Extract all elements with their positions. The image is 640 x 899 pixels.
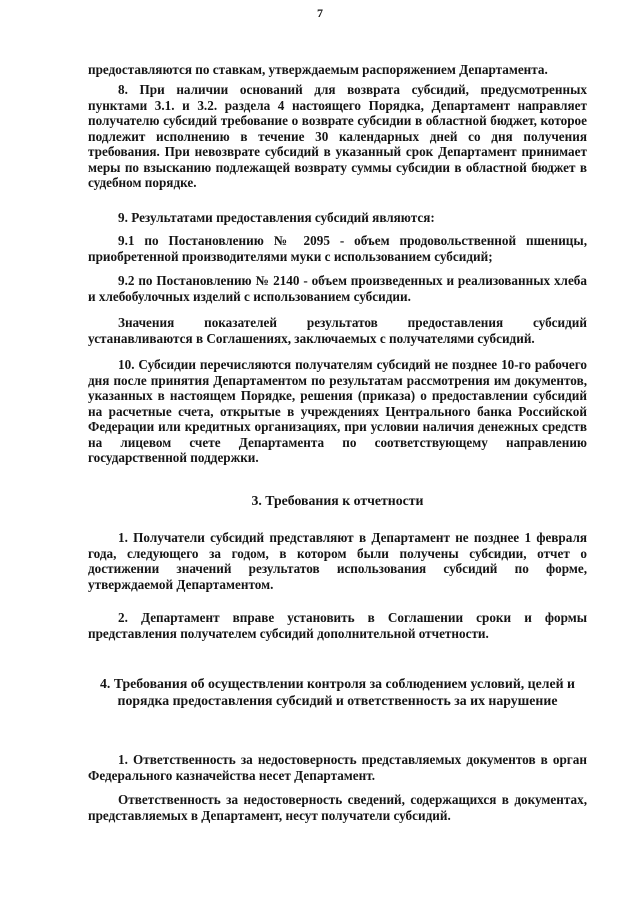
paragraph-7-continuation: предоставляются по ставкам, утверждаемым распоряжением Департамента. (88, 62, 548, 77)
section-3-item-1: 1. Получатели субсидий представляют в Департамент не позднее 1 февраля года, следующего за годом, в котором были получены субсидии, отчет о достижении значений результатов использования субсидий по форме, утверждаемой Департаментом. (88, 530, 587, 592)
section-3-heading: 3. Требования к отчетности (251, 493, 424, 508)
section-3-item-2: 2. Департамент вправе установить в Соглашении сроки и формы представления получателем субсидий дополнительной отчетности. (88, 610, 587, 641)
section-4-item-1: 1. Ответственность за недостоверность представляемых документов в орган Федерального казначейства несет Департамент. (88, 752, 587, 783)
paragraph-indicator-values: Значения показателей результатов предоставления субсидий устанавливаются в Соглашениях, заключаемых с получателями субсидий. (88, 315, 587, 346)
paragraph-8: 8. При наличии оснований для возврата субсидий, предусмотренных пунктами 3.1. и 3.2. раздела 4 настоящего Порядка, Департамент направляет получателю субсидий требование о возврате субсидии в областной бюджет, которое подлежит исполнению в течение 30 календарных дней со дня получения требования. При невозврате субсидий в указанный срок Департамент принимает меры по взысканию подлежащей возврату суммы субсидии в областной бюджет в судебном порядке. (88, 82, 587, 190)
section-4-item-2: Ответственность за недостоверность сведений, содержащихся в документах, представляемых в Департамент, несут получатели субсидий. (88, 792, 587, 823)
paragraph-9-2: 9.2 по Постановлению № 2140 - объем произведенных и реализованных хлеба и хлебобулочных изделий с использованием субсидии. (88, 273, 587, 304)
paragraph-10: 10. Субсидии перечисляются получателям субсидий не позднее 10-го рабочего дня после принятия Департаментом по результатам рассмотрения им документов, указанных в настоящем Порядке, решения (приказа) о предоставлении субсидий на расчетные счета, открытые в учреждениях Центрального банка Российской Федерации или кредитных организациях, при условии наличия денежных средств на лицевом счете Департамента по соответствующему направлению государственной поддержки. (88, 357, 587, 465)
section-4-heading: 4. Требования об осуществлении контроля за соблюдением условий, целей и порядка предоставления субсидий и ответственность за их нарушение (100, 676, 575, 708)
paragraph-9-1: 9.1 по Постановлению № 2095 - объем продовольственной пшеницы, приобретенной производителями муки с использованием субсидий; (88, 233, 587, 264)
paragraph-9: 9. Результатами предоставления субсидий являются: (118, 210, 435, 225)
page-number: 7 (317, 6, 323, 20)
